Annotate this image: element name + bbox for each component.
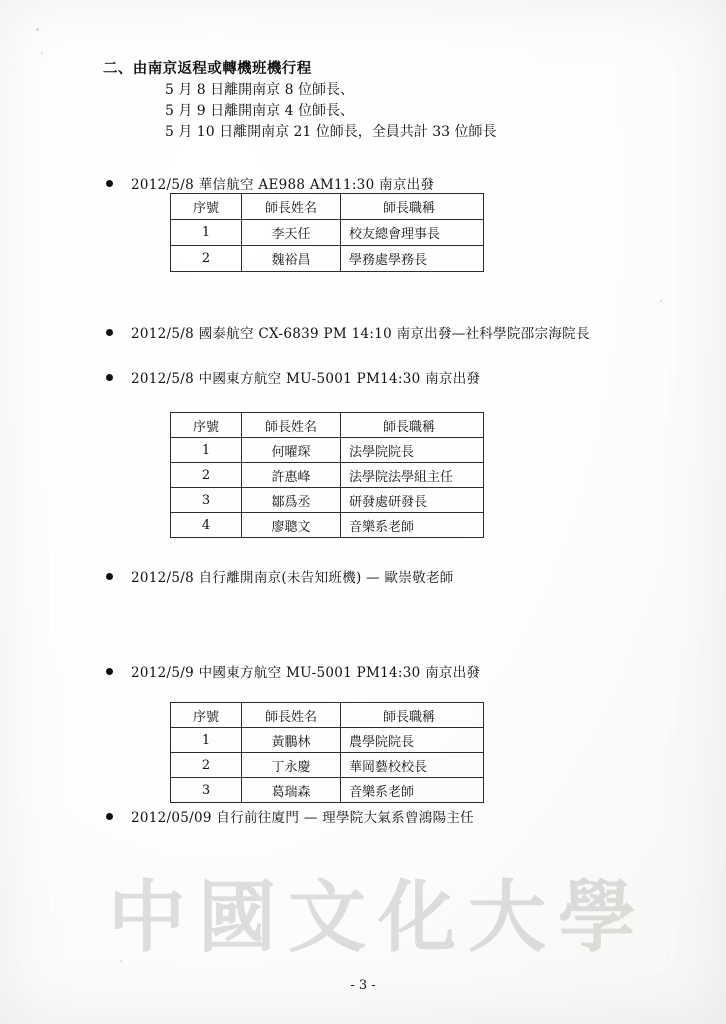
cell-no: 4 bbox=[171, 513, 242, 538]
column-header-title: 師長職稱 bbox=[341, 194, 484, 220]
bullet-dot-icon bbox=[106, 668, 113, 675]
table-row bbox=[171, 463, 484, 488]
cell-title: 法學院法學組主任 bbox=[341, 463, 484, 488]
column-header-name: 師長姓名 bbox=[242, 703, 341, 728]
table-row bbox=[171, 438, 484, 463]
cell-no: 2 bbox=[171, 463, 242, 488]
subtext-line-2: 5 月 9 日離開南京 4 位師長、 bbox=[165, 103, 354, 119]
bullet-item-6 bbox=[106, 806, 474, 826]
cell-name: 葛瑞森 bbox=[242, 778, 341, 803]
university-watermark: 中國文化大學 bbox=[108, 872, 649, 963]
column-header-no: 序號 bbox=[171, 703, 242, 728]
bullet-dot-icon bbox=[106, 180, 113, 187]
table-header-row bbox=[171, 194, 484, 220]
section-subtext bbox=[165, 80, 497, 143]
flight-table-3 bbox=[170, 702, 484, 803]
bullet-label-1: 2012/5/8 華信航空 AE988 AM11:30 南京出發 bbox=[131, 177, 435, 193]
cell-no: 2 bbox=[171, 753, 242, 778]
table-header-row bbox=[171, 413, 484, 438]
bullet-item-3 bbox=[106, 367, 480, 387]
cell-title: 華岡藝校校長 bbox=[341, 753, 484, 778]
table-row bbox=[171, 220, 484, 246]
table-row bbox=[171, 753, 484, 778]
cell-name: 李天任 bbox=[242, 220, 341, 246]
cell-title: 校友總會理事長 bbox=[341, 220, 484, 246]
bullet-label-3: 2012/5/8 中國東方航空 MU-5001 PM14:30 南京出發 bbox=[131, 371, 481, 387]
bullet-item-5 bbox=[106, 661, 480, 681]
bullet-dot-icon bbox=[106, 813, 113, 820]
cell-title: 研發處研發長 bbox=[341, 488, 484, 513]
cell-title: 農學院院長 bbox=[341, 728, 484, 753]
page-number: - 3 - bbox=[350, 978, 376, 993]
column-header-no: 序號 bbox=[171, 194, 242, 220]
cell-name: 許惠峰 bbox=[242, 463, 341, 488]
table-row bbox=[171, 728, 484, 753]
subtext-line-3: 5 月 10 日離開南京 21 位師長，全員共計 33 位師長 bbox=[165, 124, 497, 140]
table-row bbox=[171, 513, 484, 538]
column-header-name: 師長姓名 bbox=[242, 194, 341, 220]
bullet-dot-icon bbox=[106, 374, 113, 381]
cell-title: 學務處學務長 bbox=[341, 246, 484, 272]
section-heading: 二、由南京返程或轉機班機行程 bbox=[103, 60, 312, 77]
cell-name: 魏裕昌 bbox=[242, 246, 341, 272]
cell-name: 丁永慶 bbox=[242, 753, 341, 778]
bullet-label-4: 2012/5/8 自行離開南京(未告知班機) — 歐崇敬老師 bbox=[131, 570, 454, 586]
cell-no: 1 bbox=[171, 220, 242, 246]
table-row bbox=[171, 488, 484, 513]
cell-name: 何曜琛 bbox=[242, 438, 341, 463]
cell-name: 廖聰文 bbox=[242, 513, 341, 538]
cell-no: 3 bbox=[171, 488, 242, 513]
bullet-label-5: 2012/5/9 中國東方航空 MU-5001 PM14:30 南京出發 bbox=[131, 665, 481, 681]
column-header-title: 師長職稱 bbox=[341, 413, 484, 438]
flight-table-1 bbox=[170, 193, 484, 272]
bullet-label-2: 2012/5/8 國泰航空 CX-6839 PM 14:10 南京出發—社科學院邵宗海院長 bbox=[131, 326, 590, 342]
bullet-item-1 bbox=[106, 173, 434, 193]
cell-no: 1 bbox=[171, 438, 242, 463]
cell-name: 鄒爲丞 bbox=[242, 488, 341, 513]
bullet-item-4 bbox=[106, 566, 454, 586]
cell-title: 音樂系老師 bbox=[341, 778, 484, 803]
table-row bbox=[171, 778, 484, 803]
column-header-title: 師長職稱 bbox=[341, 703, 484, 728]
cell-no: 1 bbox=[171, 728, 242, 753]
cell-title: 法學院院長 bbox=[341, 438, 484, 463]
bullet-dot-icon bbox=[106, 329, 113, 336]
column-header-name: 師長姓名 bbox=[242, 413, 341, 438]
cell-name: 黃鵬林 bbox=[242, 728, 341, 753]
table-header-row bbox=[171, 703, 484, 728]
column-header-no: 序號 bbox=[171, 413, 242, 438]
cell-title: 音樂系老師 bbox=[341, 513, 484, 538]
bullet-dot-icon bbox=[106, 573, 113, 580]
bullet-label-6: 2012/05/09 自行前往廈門 — 理學院大氣系曾鴻陽主任 bbox=[131, 810, 474, 826]
cell-no: 3 bbox=[171, 778, 242, 803]
flight-table-2 bbox=[170, 412, 484, 538]
subtext-line-1: 5 月 8 日離開南京 8 位師長、 bbox=[165, 82, 354, 98]
table-row bbox=[171, 246, 484, 272]
bullet-item-2 bbox=[106, 322, 590, 342]
cell-no: 2 bbox=[171, 246, 242, 272]
